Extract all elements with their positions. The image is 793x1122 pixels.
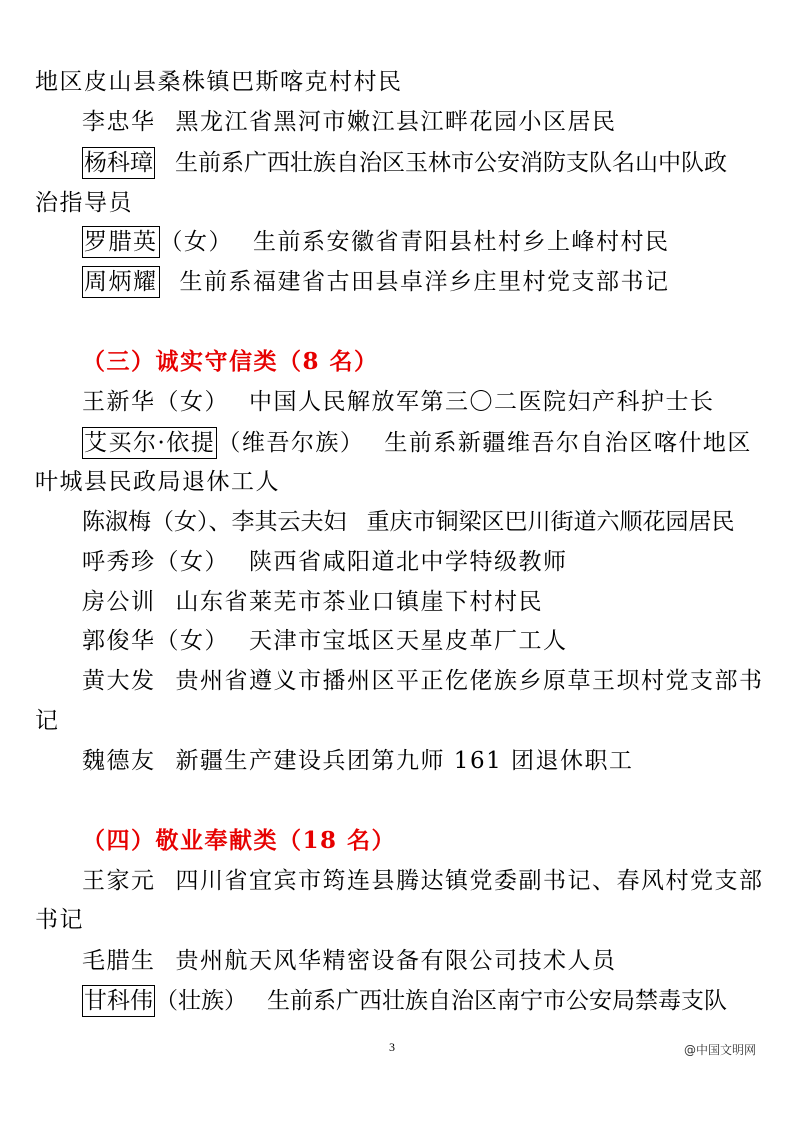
honoree-name-boxed: 罗腊英 xyxy=(82,226,160,258)
honoree-name: 王新华 xyxy=(82,389,156,415)
text-line xyxy=(35,63,403,101)
honoree-name-boxed: 艾买尔·依提 xyxy=(82,427,217,459)
honoree-description: 贵州航天风华精密设备有限公司技术人员 xyxy=(175,948,617,974)
text-line xyxy=(35,463,280,501)
honoree-description: 天津市宝坻区天星皮革厂工人 xyxy=(249,628,568,654)
honoree-entry xyxy=(82,662,764,700)
text-line xyxy=(35,901,84,939)
honoree-note: （壮族） xyxy=(155,988,247,1014)
honoree-name-boxed: 甘科伟 xyxy=(82,985,155,1017)
honoree-description: 生前系新疆维吾尔自治区喀什地区 xyxy=(384,430,752,456)
honoree-name: 毛腊生 xyxy=(82,948,156,974)
honoree-entry xyxy=(82,622,568,660)
section-heading-text: （三）诚实守信类（8 名） xyxy=(82,348,379,375)
honoree-name: 陈淑梅（女）、李其云夫妇 xyxy=(82,509,347,535)
honoree-description: 四川省宜宾市筠连县腾达镇党委副书记、春风村党支部 xyxy=(175,868,764,894)
line-text: 书记 xyxy=(35,907,84,933)
honoree-entry xyxy=(82,503,735,541)
honoree-entry xyxy=(82,383,715,421)
honoree-description: 生前系安徽省青阳县杜村乡上峰村村民 xyxy=(253,229,670,255)
honoree-name: 黄大发 xyxy=(82,668,156,694)
section-heading-text: （四）敬业奉献类（18 名） xyxy=(82,827,397,854)
honoree-entry xyxy=(82,742,634,780)
honoree-description: 中国人民解放军第三〇二医院妇产科护士长 xyxy=(249,389,715,415)
honoree-entry xyxy=(82,982,727,1020)
honoree-entry xyxy=(82,862,764,900)
honoree-description: 新疆生产建设兵团第九师 161 团退休职工 xyxy=(175,748,634,774)
honoree-description: 生前系广西壮族自治区玉林市公安消防支队名山中队政 xyxy=(175,150,727,176)
page-number: 3 xyxy=(389,1040,395,1054)
honoree-name: 李忠华 xyxy=(82,109,156,135)
line-text: 地区皮山县桑株镇巴斯喀克村村民 xyxy=(35,69,403,95)
honoree-description: 生前系广西壮族自治区南宁市公安局禁毒支队 xyxy=(267,988,727,1014)
text-line xyxy=(35,702,60,740)
watermark: @中国文明网 xyxy=(684,1043,757,1057)
honoree-entry xyxy=(82,223,670,261)
honoree-name: 魏德友 xyxy=(82,748,156,774)
honoree-entry xyxy=(82,942,617,980)
honoree-description: 山东省莱芜市茶业口镇崖下村村民 xyxy=(175,589,543,615)
honoree-description: 贵州省遵义市播州区平正仡佬族乡原草王坝村党支部书 xyxy=(175,668,764,694)
honoree-name-boxed: 周炳耀 xyxy=(82,266,160,298)
honoree-entry xyxy=(82,103,617,141)
honoree-entry xyxy=(82,263,670,301)
honoree-description: 陕西省咸阳道北中学特级教师 xyxy=(249,549,568,575)
honoree-entry xyxy=(82,543,568,581)
line-text: 叶城县民政局退休工人 xyxy=(35,469,280,495)
line-text: 治指导员 xyxy=(35,190,133,216)
honoree-note: （维吾尔族） xyxy=(217,430,365,456)
honoree-name: 王家元 xyxy=(82,868,156,894)
honoree-note: （女） xyxy=(155,628,229,654)
line-text: 记 xyxy=(35,708,60,734)
honoree-description: 重庆市铜梁区巴川街道六顺花园居民 xyxy=(366,509,735,535)
honoree-note: （女） xyxy=(155,549,229,575)
honoree-name-boxed: 杨科璋 xyxy=(82,147,155,179)
honoree-name: 房公训 xyxy=(82,589,156,615)
honoree-entry xyxy=(82,424,752,462)
text-line xyxy=(35,184,133,222)
honoree-name: 呼秀珍 xyxy=(82,549,156,575)
honoree-entry xyxy=(82,583,543,621)
honoree-description: 生前系福建省古田县卓洋乡庄里村党支部书记 xyxy=(179,269,670,295)
section-heading xyxy=(82,822,396,860)
honoree-note: （女） xyxy=(159,229,233,255)
honoree-description: 黑龙江省黑河市嫩江县江畔花园小区居民 xyxy=(175,109,617,135)
honoree-name: 郭俊华 xyxy=(82,628,156,654)
section-heading xyxy=(82,343,379,381)
honoree-note: （女） xyxy=(155,389,229,415)
honoree-entry xyxy=(82,144,727,182)
